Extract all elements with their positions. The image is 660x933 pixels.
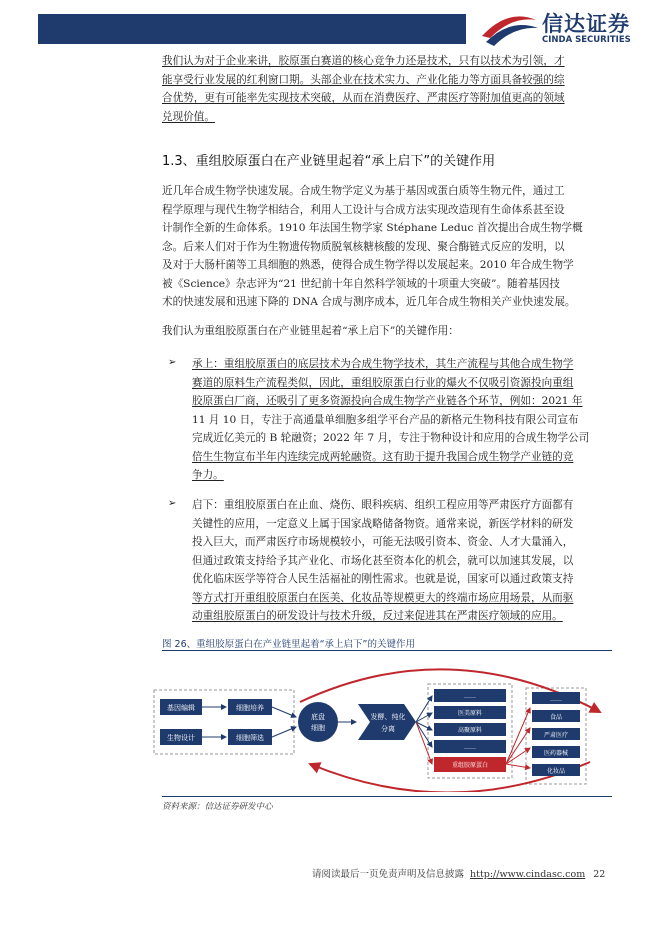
bullet-line [192,589,573,608]
bullet-line-text: 胶原蛋白厂商，还吸引了更多资源投向合成生物学产业链各个环节，例如：2021 年 [192,395,583,407]
paragraph-line: 我们认为重组胶原蛋白在产业链里起着“承上启下”的关键作用： [162,325,459,337]
header-bar [38,14,466,44]
bullet-line-text: 倍生生物宣布半年内连续完成两轮融资。这有助于提升我国合成生物学产业链的竞 [192,450,574,463]
bullet-arrow-icon: ➢ [168,357,177,368]
bullet-line [192,355,589,374]
flow-arrow [272,727,296,737]
key-role-paragraph [162,322,459,341]
paragraph-line: 近几年合成生物学快速发展。合成生物学定义为基于基因或蛋白质等生物元件，通过工 [162,185,565,197]
intro-line: 我们认为对于企业来讲，胶原蛋白赛道的核心竞争力还是技术，只有以技术为引领，才 [162,55,565,67]
host-cell-label: 细胞 [311,724,325,732]
mid-label: 高聚原料 [457,727,483,734]
mid-label: …… [464,693,476,700]
intro-line: 兑现价值。 [162,110,215,123]
bullet-line [192,392,589,411]
bullet-upstream [192,355,589,485]
paragraph-line: 念。后来人们对于作为生物遗传物质脱氧核糖核酸的发现、聚合酶链式反应的发明，以 [162,240,565,253]
gene-edit-label: 基因编辑 [167,704,195,712]
mid-label: 医美原料 [457,710,483,717]
figure-top-rule [162,650,612,651]
bullet-line: 优化临床医学等符合人民生活福祉的刚性需求。也就是说，国家可以通过政策支持 [192,573,574,585]
figure-title: 图 26、重组胶原蛋白在产业链里起着“承上启下”的关键作用 [162,639,415,650]
intro-line: 合优势，更有可能率先实现技术突破，从而在消费医疗、严肃医疗等附加值更高的领域 [162,92,565,104]
downstream-label: 化妆品 [546,768,566,775]
bullet-line-text: 动重组胶原蛋白的研发设计与技术升级，反过来促进其在严肃医疗领域的应用。 [192,610,563,622]
bullet-line-text: 承上：重组胶原蛋白的底层技术为合成生物学技术，其生产流程与其他合成生物学 [192,358,574,370]
bullet-line [192,374,589,393]
host-cell-label: 底盘 [311,713,325,721]
figure-bottom-rule [162,796,612,797]
bullet-line [192,607,573,626]
host-cell-node [298,702,338,742]
logo-text-cn: 信达证券 [542,12,630,36]
page-footer [312,866,605,880]
downstream-label: …… [550,696,562,703]
bullet-line-text: 等方式打开重组胶原蛋白在医美、化妆品等规模更大的终端市场应用场景，从而驱 [192,591,574,604]
bio-design-label: 生物设计 [167,734,195,742]
bullet-line: 关键性的应用，一定意义上属于国家战略储备物资。通常来说，新医学材料的研发 [192,517,574,530]
fermentation-label: 发酵、纯化 [370,713,406,721]
section-title: 1.3、重组胶原蛋白在产业链里起着“承上启下”的关键作用 [162,154,496,169]
value-chain-diagram [150,652,620,792]
footer-notice: 请阅读最后一页免责声明及信息披露 [312,869,465,880]
bullet-line-text: 争力。 [192,469,224,481]
company-logo [478,6,646,50]
intro-line: 能享受行业发展的红利窗口期。头部企业在技术实力、产业化能力等方面具备较强的综 [162,73,565,86]
page-number: 22 [593,869,606,880]
cell-screen-label: 细胞筛选 [236,734,264,742]
bullet-line [192,448,589,467]
collagen-label: 重组胶原蛋白 [451,762,489,769]
paragraph-line: 计制作全新的生命体系。1910 年法国生物学家 Stéphane Leduc 首次提出合成生物学概 [162,222,583,234]
mid-label: …… [464,744,476,751]
downstream-label: 医药器械 [543,750,569,757]
paragraph-line: 及对于大肠杆菌等工具细胞的熟悉，使得合成生物学得以发展起来。2010 年合成生物学 [162,259,574,271]
bullet-line: 11 月 10 日，专注于高通量单细胞多组学平台产品的新格元生物科技有限公司宣布 [192,413,579,426]
downstream-label: 食品 [549,714,563,721]
bullet-line-text: 赛道的原料生产流程类似，因此，重组胶原蛋白行业的爆火不仅吸引资源投向重组 [192,376,574,389]
footer-url-link[interactable]: http://www.cindasc.com [470,869,586,880]
fermentation-node [358,704,416,740]
flow-arrow [272,707,296,717]
bullet-downstream [192,496,573,626]
bullet-line: 完成近亿美元的 B 轮融资；2022 年 7 月，专注于物种设计和应用的合成生物学公司 [192,432,590,444]
paragraph-line: 程学原理与现代生物学相结合，利用人工设计与合成方法实现改造现有生命体系甚至设 [162,203,565,216]
downstream-label: 严肃医疗 [543,732,569,739]
figure-source: 资料来源：信达证券研发中心 [162,802,273,812]
paragraph-line: 术的快速发展和迅速下降的 DNA 合成与测序成本，近几年合成生物相关产业快速发展。 [162,296,576,308]
bullet-line: 启下：重组胶原蛋白在止血、烧伤、眼科疾病、组织工程应用等严肃医疗方面都有 [192,499,574,511]
intro-paragraph [162,52,565,126]
fermentation-label: 分离 [381,725,395,733]
bullet-line: 投入巨大，而严肃医疗市场规模较小，可能无法吸引资本、资金、人才大量涌入， [192,536,574,548]
bullet-line: 但通过政策支持给予其产业化、市场化甚至资本化的机会，就可以加速其发展，以 [192,554,574,567]
paragraph-line: 被《Science》杂志评为“21 世纪前十年自然科学领域的十项重大突破”。随着基因技 [162,277,560,290]
bullet-line [192,466,589,485]
bullet-arrow-icon: ➢ [168,498,177,509]
logo-text-en: CINDA SECURITIES [542,35,631,45]
flow-arrow [416,696,432,722]
synbio-paragraph [162,182,583,312]
cell-culture-label: 细胞培养 [236,704,264,712]
logo-mark-icon [478,6,540,50]
